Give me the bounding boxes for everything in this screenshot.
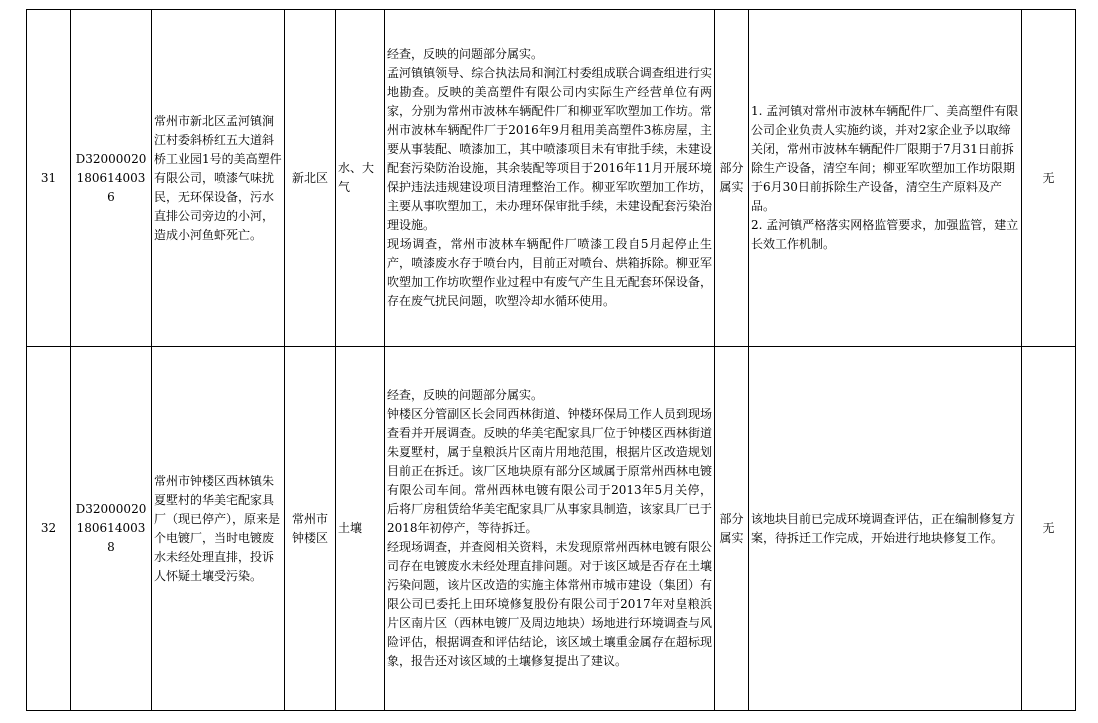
case-id: D320000201806140038: [71, 347, 152, 711]
finding-paragraph: 孟河镇镇领导、综合执法局和涧江村委组成联合调查组进行实地勘查。反映的美高塑件有限公司内实际生产经营单位有两家，分别为常州市波林车辆配件厂和柳亚军吹塑加工作坊。常州市波林车辆配件厂于2016年9月租用美高塑件3栋房屋，主要从事装配、喷漆加工，其中喷漆项目未有审批手续，未建设配套污染防治设施，其余装配等项目于2016年11月开展环境保护违法违规建设项目清理整治工作。柳亚军吹塑加工作坊，主要从事吹塑加工，未办理环保审批手续，未建设配套污染治理设施。: [387, 66, 712, 232]
case-id: D320000201806140036: [71, 10, 152, 347]
finding-paragraph: 钟楼区分管副区长会同西林街道、钟楼环保局工作人员到现场查看并开展调查。反映的华美宅配家具厂位于钟楼区西林街道朱夏墅村，属于皇粮浜片区南片用地范围，根据片区改造规划目前正在拆迁。该厂区地块原有部分区域属于原常州西林电镀有限公司车间。常州西林电镀有限公司于2013年5月关停，后将厂房租赁给华美宅配家具厂从事家具制造，该家具厂已于2018年初停产，等待拆迁。: [387, 407, 712, 535]
district: 新北区: [285, 10, 336, 347]
complaint-content: 常州市钟楼区西林镇朱夏墅村的华美宅配家具厂（现已停产），原来是个电镀厂，当时电镀废水未经处理直排，投诉人怀疑土壤受污染。: [152, 347, 285, 711]
handling-actions: [749, 10, 1022, 347]
table-row: [27, 10, 1076, 347]
action-item: 1. 孟河镇对常州市波林车辆配件厂、美高塑件有限公司企业负责人实施约谈，并对2家企业予以取缔关闭，常州市波林车辆配件厂限期于7月31日前拆除生产设备，清空车间；柳亚军吹塑加工作坊限期于6月30日前拆除生产设备，清空生产原料及产品。: [751, 104, 1019, 213]
investigation-findings: [385, 10, 715, 347]
table-row: [27, 347, 1076, 711]
pollution-type: 水、大气: [336, 10, 385, 347]
row-number: 32: [27, 347, 71, 711]
handling-actions: [749, 347, 1022, 711]
finding-paragraph: 经现场调查，并查阅相关资料，未发现原常州西林电镀有限公司存在电镀废水未经处理直排问题。对于该区域是否存在土壤污染问题，该片区改造的实施主体常州市城市建设（集团）有限公司已委托上田环境修复股份有限公司于2017年对皇粮浜片区南片区（西林电镀厂及周边地块）场地进行环境调查与风险评估，根据调查和评估结论，该区域土壤重金属存在超标现象，报告还对该区域的土壤修复提出了建议。: [387, 540, 712, 668]
action-item: 2. 孟河镇严格落实网格监管要求，加强监管，建立长效工作机制。: [751, 218, 1019, 251]
district: 常州市钟楼区: [285, 347, 336, 711]
verification-result: 部分属实: [715, 10, 749, 347]
pollution-type: 土壤: [336, 347, 385, 711]
finding-paragraph: 经查，反映的问题部分属实。: [387, 47, 544, 61]
accountability: 无: [1022, 347, 1076, 711]
finding-paragraph: 现场调查，常州市波林车辆配件厂喷漆工段自5月起停止生产，喷漆废水存于喷台内，目前正对喷台、烘箱拆除。柳亚军吹塑加工作坊吹塑作业过程中有废气产生且无配套环保设备，存在废气扰民问题，吹塑冷却水循环使用。: [387, 237, 712, 308]
verification-result: 部分属实: [715, 347, 749, 711]
accountability: 无: [1022, 10, 1076, 347]
finding-paragraph: 经查，反映的问题部分属实。: [387, 388, 544, 402]
complaint-content: 常州市新北区孟河镇涧江村委斜桥红五大道斜桥工业园1号的美高塑件有限公司，喷漆气味扰民，无环保设备，污水直排公司旁边的小河，造成小河鱼虾死亡。: [152, 10, 285, 347]
action-item: 该地块目前已完成环境调查评估，正在编制修复方案，待拆迁工作完成，开始进行地块修复工作。: [751, 511, 1016, 545]
investigation-findings: [385, 347, 715, 711]
row-number: 31: [27, 10, 71, 347]
petition-handling-table: [26, 9, 1076, 711]
